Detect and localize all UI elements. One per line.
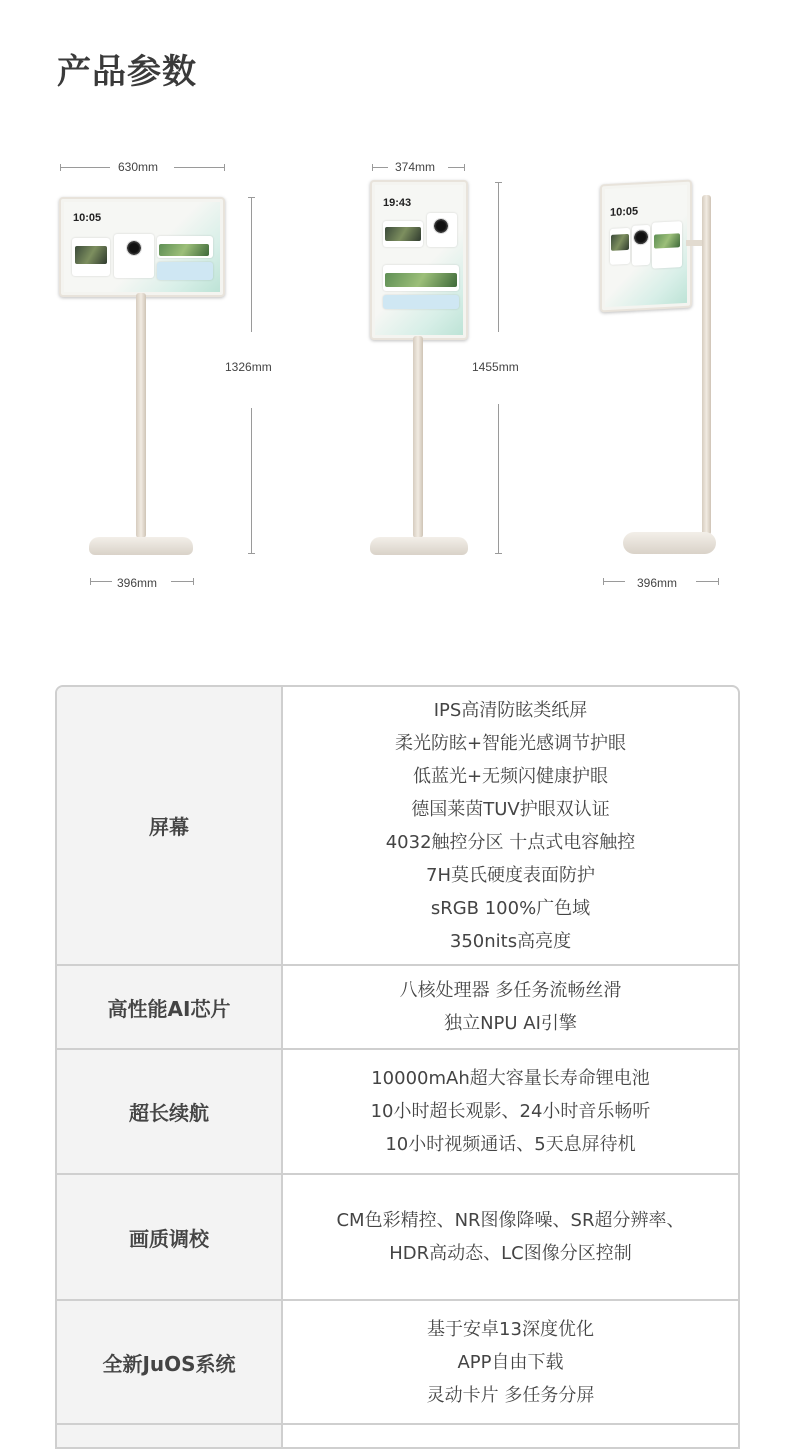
spec-value: 10000mAh超大容量长寿命锂电池 [371, 1068, 650, 1089]
base-dimension-line-left [90, 581, 112, 582]
spec-value: 低蓝光+无频闪健康护眼 [412, 765, 609, 787]
spec-row-picture-tuning [57, 1175, 738, 1301]
width-dimension-line-left [372, 167, 388, 168]
spec-label: 高性能AI芯片 [57, 966, 283, 1048]
side-base-label: 396mm [637, 576, 678, 590]
spec-values [283, 966, 738, 1048]
stand-base [89, 537, 193, 555]
spec-values [283, 687, 738, 964]
height-dimension-line-top [251, 197, 252, 332]
screen-photo [75, 246, 107, 264]
front-height-label: 1326mm [225, 360, 272, 374]
spec-row-screen [57, 687, 738, 966]
dimension-tick [718, 578, 719, 585]
screen-photo [611, 234, 629, 251]
screen-clock: 10:05 [73, 212, 102, 224]
height-dimension-line-top [498, 182, 499, 332]
stand-pole [136, 293, 146, 538]
camera-widget [126, 240, 142, 256]
screen-card [157, 262, 213, 280]
spec-value: HDR高动态、LC图像分区控制 [389, 1243, 632, 1264]
stand-base [623, 532, 716, 554]
height-dimension-line-bottom [251, 408, 252, 554]
width-dimension-line-left [60, 167, 110, 168]
front-width-label: 630mm [118, 160, 159, 174]
spec-value: 独立NPU AI引擎 [444, 1013, 577, 1034]
spec-value: 八核处理器 多任务流畅丝滑 [399, 980, 622, 1001]
spec-value: 4032触控分区 十点式电容触控 [385, 831, 636, 853]
spec-label: 超长续航 [57, 1050, 283, 1173]
spec-value: sRGB 100%广色域 [430, 897, 591, 919]
screen-photo [654, 233, 680, 248]
spec-label: 屏幕 [57, 687, 283, 964]
spec-values [283, 1301, 738, 1423]
base-dimension-line-right [171, 581, 193, 582]
width-dimension-line-right [448, 167, 464, 168]
dimension-tick [464, 164, 465, 171]
spec-label: 画质调校 [57, 1175, 283, 1299]
dimension-tick [248, 553, 255, 554]
spec-values [283, 1175, 738, 1299]
stand-base [370, 537, 468, 555]
spec-value: CM色彩精控、NR图像降噪、SR超分辨率、 [336, 1210, 685, 1231]
landscape-screen [59, 197, 225, 297]
height-dimension-line-bottom [498, 404, 499, 554]
screen-photo [385, 227, 421, 241]
spec-label-empty [57, 1425, 283, 1449]
front-base-label: 396mm [117, 576, 158, 590]
spec-value: 7H莫氏硬度表面防护 [426, 864, 595, 886]
screen-clock: 19:43 [383, 197, 412, 209]
spec-row-next [57, 1425, 738, 1449]
portrait-screen [370, 180, 468, 340]
spec-values [283, 1050, 738, 1173]
width-dimension-line-right [174, 167, 224, 168]
screen-card [383, 295, 459, 309]
page-title: 产品参数 [57, 52, 197, 92]
base-dimension-line-right [696, 581, 718, 582]
spec-value: 350nits高亮度 [449, 930, 572, 952]
spec-value: IPS高清防眩类纸屏 [433, 699, 588, 721]
spec-value: 10小时超长观影、24小时音乐畅听 [370, 1101, 651, 1122]
dimension-tick [495, 553, 502, 554]
screen-clock: 10:05 [610, 205, 639, 219]
spec-row-battery [57, 1050, 738, 1175]
spec-value: 德国莱茵TUV护眼双认证 [411, 798, 610, 820]
side-screen [600, 180, 692, 313]
spec-value: 10小时视频通话、5天息屏待机 [385, 1134, 636, 1155]
stand-pole [413, 336, 423, 538]
spec-value: 柔光防眩+智能光感调节护眼 [394, 732, 627, 754]
spec-value: 基于安卓13深度优化 [427, 1318, 594, 1340]
camera-widget [433, 218, 449, 234]
portrait-width-label: 374mm [395, 160, 436, 174]
dimension-tick [193, 578, 194, 585]
stand-pole [702, 195, 711, 535]
screen-photo [385, 273, 457, 287]
spec-table [55, 685, 740, 1449]
spec-label: 全新JuOS系统 [57, 1301, 283, 1423]
screen-photo [159, 244, 209, 256]
dimension-tick [60, 164, 61, 171]
base-dimension-line-left [603, 581, 625, 582]
portrait-height-label: 1455mm [472, 360, 519, 374]
spec-value: APP自由下载 [457, 1351, 564, 1373]
spec-value: 灵动卡片 多任务分屏 [426, 1384, 595, 1406]
dimension-tick [224, 164, 225, 171]
spec-row-os [57, 1301, 738, 1425]
spec-row-ai-chip [57, 966, 738, 1050]
